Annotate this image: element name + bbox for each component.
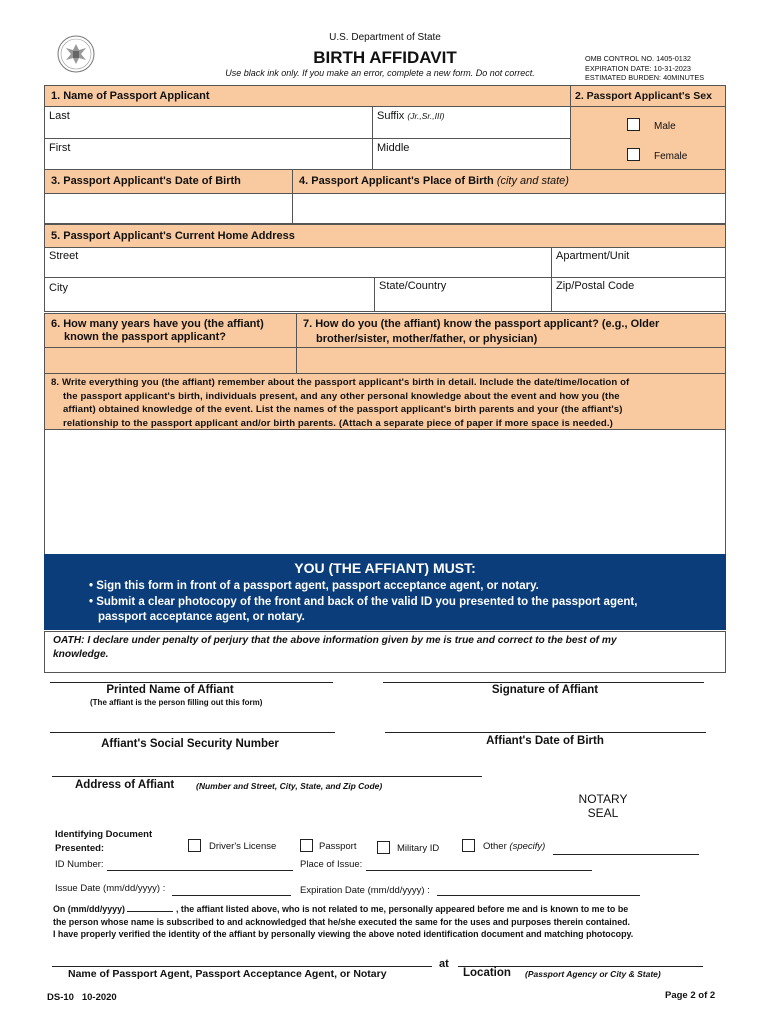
other-specify-line[interactable] <box>553 854 699 855</box>
omb-info <box>585 54 704 83</box>
section-4-hint: (city and state) <box>496 175 569 187</box>
signature-label: Signature of Affiant <box>491 684 599 696</box>
state-country-field[interactable] <box>374 277 552 312</box>
ssn-line[interactable] <box>50 732 335 733</box>
affiant-address-hint: (Number and Street, City, State, and Zip Code) <box>196 781 383 791</box>
apartment-field[interactable] <box>551 247 726 278</box>
other-checkbox[interactable] <box>462 839 475 852</box>
other-hint: (specify) <box>509 841 546 852</box>
place-of-issue-line[interactable] <box>366 870 592 871</box>
location-hint: (Passport Agency or City & State) <box>525 969 661 979</box>
section-6-header <box>44 313 297 348</box>
section-6-line-2: known the passport applicant? <box>64 331 226 343</box>
first-name-label: First <box>49 142 71 154</box>
omb-control: OMB CONTROL NO. 1405-0132 <box>585 54 691 63</box>
department-name: U.S. Department of State <box>329 32 441 43</box>
suffix-hint: (Jr.,Sr.,III) <box>407 111 445 121</box>
affiant-must-box <box>44 554 726 630</box>
attest-date-line[interactable] <box>127 903 173 912</box>
oath-statement <box>44 631 726 673</box>
form-title: BIRTH AFFIDAVIT <box>313 48 457 67</box>
location-label: Location <box>463 967 511 979</box>
section-7-line-2: brother/sister, mother/father, or physician) <box>316 333 538 345</box>
issue-date-label: Issue Date (mm/dd/yyyy) : <box>55 883 166 894</box>
section-7-line-1: 7. How do you (the affiant) know the passport applicant? (e.g., Older <box>303 318 660 330</box>
notary-seal-line-1: NOTARY <box>578 792 628 806</box>
section-7-header <box>296 313 726 348</box>
suffix-label <box>377 110 445 122</box>
female-label: Female <box>654 151 688 162</box>
omb-expiration: EXPIRATION DATE: 10-31-2023 <box>585 63 691 73</box>
suffix-label-text: Suffix <box>377 110 405 122</box>
oath-line-2: knowledge. <box>53 649 109 660</box>
id-doc-label-2: Presented: <box>55 843 105 854</box>
passport-label: Passport <box>319 841 357 852</box>
expiration-date-line[interactable] <box>437 895 640 896</box>
last-name-label: Last <box>49 110 70 122</box>
oath-line-1: OATH: I declare under penalty of perjury that the above information given by me is true and correct to the best of my <box>53 635 617 646</box>
place-of-issue-label: Place of Issue: <box>300 859 363 870</box>
state-country-label: State/Country <box>379 280 447 292</box>
relationship-field[interactable] <box>296 347 726 374</box>
section-4-title-text: 4. Passport Applicant's Place of Birth <box>299 175 494 187</box>
agent-name-label: Name of Passport Agent, Passport Acceptance Agent, or Notary <box>68 968 387 980</box>
other-label-text: Other <box>483 841 507 852</box>
ssn-label: Affiant's Social Security Number <box>101 738 279 750</box>
notary-seal-line-2: SEAL <box>587 806 619 820</box>
section-8-line-1: 8. Write everything you (the affiant) remember about the passport applicant's birth in detail. Include the date/time/location of <box>51 377 630 388</box>
affiant-address-line[interactable] <box>52 776 482 777</box>
signature-line[interactable] <box>383 682 704 683</box>
section-3-title: 3. Passport Applicant's Date of Birth <box>51 175 241 187</box>
street-field[interactable] <box>44 247 552 278</box>
section-8-line-3: affiant) obtained knowledge of the event. List the names of the passport applicant's birth parents and your (the affiant's) <box>63 404 623 415</box>
city-label: City <box>49 282 68 294</box>
attestation-line-3: I have properly verified the identity of the affiant by personally viewing the above noted identification document and matching photocopy. <box>53 929 634 939</box>
form-id: DS-10 10-2020 <box>47 992 117 1003</box>
expiration-date-label: Expiration Date (mm/dd/yyyy) : <box>300 885 430 896</box>
birth-details-textarea[interactable] <box>44 429 726 555</box>
military-id-label: Military ID <box>397 843 440 854</box>
section-3-header <box>44 169 293 194</box>
affiant-dob-line[interactable] <box>385 732 706 733</box>
form-instruction: Use black ink only. If you make an error, complete a new form. Do not correct. <box>225 68 535 78</box>
must-bullet-1: • Sign this form in front of a passport agent, passport acceptance agent, or notary. <box>89 580 539 592</box>
section-5-header <box>44 224 726 248</box>
drivers-license-checkbox[interactable] <box>188 839 201 852</box>
years-known-field[interactable] <box>44 347 297 374</box>
omb-burden: ESTIMATED BURDEN: 40MINUTES <box>585 73 705 82</box>
notary-seal <box>560 792 646 820</box>
military-id-checkbox[interactable] <box>377 841 390 854</box>
id-number-line[interactable] <box>107 870 293 871</box>
page-number: Page 2 of 2 <box>665 990 716 1001</box>
issue-date-line[interactable] <box>172 895 291 896</box>
at-label: at <box>439 958 449 970</box>
attestation <box>53 903 725 941</box>
first-name-field[interactable] <box>44 138 373 170</box>
attestation-line-1 <box>53 903 725 916</box>
zip-label: Zip/Postal Code <box>556 280 635 292</box>
city-field[interactable] <box>44 277 375 312</box>
section-2-header <box>570 85 726 107</box>
street-label: Street <box>49 250 79 262</box>
printed-name-line[interactable] <box>50 682 333 683</box>
male-checkbox[interactable] <box>627 118 640 131</box>
other-label <box>483 841 545 852</box>
affiant-must-title: YOU (THE AFFIANT) MUST: <box>294 560 476 576</box>
female-checkbox[interactable] <box>627 148 640 161</box>
must-bullet-2a: • Submit a clear photocopy of the front and back of the valid ID you presented to the passport agent, <box>89 596 638 608</box>
section-4-header <box>292 169 726 194</box>
section-1-header <box>44 85 571 107</box>
printed-name-note: (The affiant is the person filling out this form) <box>90 698 263 707</box>
zip-field[interactable] <box>551 277 726 312</box>
section-8-line-2: the passport applicant's birth, individuals present, and any other personal knowledge about the event and how you (the <box>63 390 620 402</box>
last-name-field[interactable] <box>44 106 373 139</box>
section-6-line-1: 6. How many years have you (the affiant) <box>51 318 264 330</box>
passport-checkbox[interactable] <box>300 839 313 852</box>
suffix-field[interactable] <box>372 106 571 139</box>
must-bullet-2b: passport acceptance agent, or notary. <box>98 611 305 623</box>
apartment-label: Apartment/Unit <box>556 250 630 262</box>
id-number-label: ID Number: <box>55 859 104 870</box>
section-8-line-4: relationship to the passport applicant and/or birth parents. (Attach a separate piece of paper if more space is needed.) <box>63 417 613 429</box>
affiant-address-label: Address of Affiant <box>75 779 175 791</box>
date-of-birth-field[interactable] <box>44 193 293 224</box>
attest-date-label: On (mm/dd/yyyy) <box>53 904 126 914</box>
section-8-instructions <box>51 376 629 430</box>
place-of-birth-field[interactable] <box>292 193 726 224</box>
middle-name-field[interactable] <box>372 138 571 170</box>
sex-options <box>570 106 726 170</box>
agent-name-line[interactable] <box>52 966 432 967</box>
id-doc-label-1: Identifying Document <box>55 829 153 840</box>
printed-name-label: Printed Name of Affiant <box>106 684 234 696</box>
attestation-line-2: the person whose name is subscribed to and acknowledged that he/she executed the same for the uses and purposes therein contained. <box>53 916 631 927</box>
section-4-title <box>299 175 569 187</box>
section-1-title: 1. Name of Passport Applicant <box>51 90 210 102</box>
male-label: Male <box>654 121 676 132</box>
attest-line-1-text: , the affiant listed above, who is not related to me, personally appeared before me and is known to me to be <box>175 904 629 914</box>
section-5-title: 5. Passport Applicant's Current Home Address <box>51 230 295 242</box>
section-8-header <box>44 373 726 430</box>
drivers-license-label: Driver's License <box>209 841 277 852</box>
affiant-dob-label: Affiant's Date of Birth <box>486 735 604 747</box>
middle-name-label: Middle <box>377 142 410 154</box>
section-2-title: 2. Passport Applicant's Sex <box>575 90 712 102</box>
